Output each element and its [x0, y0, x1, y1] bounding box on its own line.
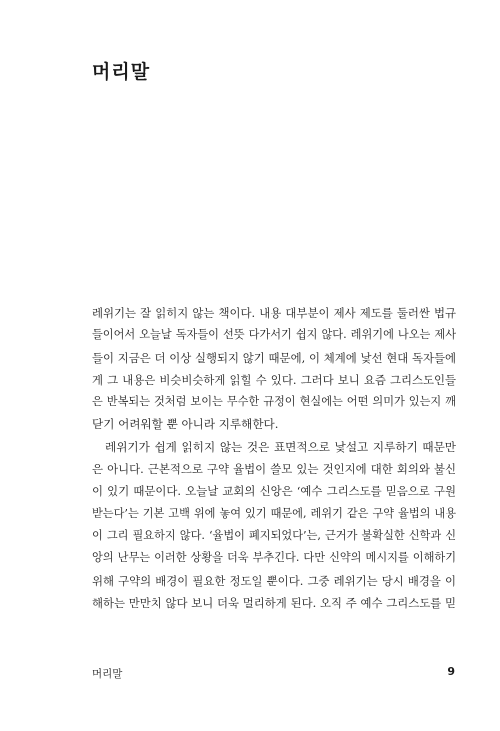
text-line: 은 아니다. 근본적으로 구약 율법이 쓸모 있는 것인지에 대한 회의와 불신 — [92, 462, 456, 477]
text-line: 이 있기 때문이다. 오늘날 교회의 신앙은 ‘예수 그리스도를 믿음으로 구원 — [92, 484, 456, 499]
page-number: 9 — [447, 665, 455, 678]
text-line: 위해 구약의 배경이 필요한 정도일 뿐이다. 그중 레위기는 당시 배경을 이 — [92, 573, 456, 588]
text-line: 해하는 만만치 않다 보니 더욱 멀리하게 된다. 오직 주 예수 그리스도를 믿 — [92, 595, 456, 610]
text-line: 닫기 어려워할 뿐 아니라 지루해한다. — [92, 417, 279, 432]
paragraph-1 — [92, 302, 456, 436]
text-line: 은 반복되는 것처럼 보이는 무수한 규정이 현실에는 어떤 의미가 있는지 깨 — [92, 395, 456, 409]
text-line: 게 그 내용은 비슷비슷하게 읽힐 수 있다. 그러다 보니 요즘 그리스도인들 — [92, 372, 456, 387]
text-line: 들이 지금은 더 이상 실행되지 않기 때문에, 이 체계에 낯선 현대 독자들에 — [92, 350, 456, 365]
text-line: 들이어서 오늘날 독자들이 선뜻 다가서기 쉽지 않다. 레위기에 나오는 제사 — [92, 328, 456, 342]
text-line: 받는다’는 기본 고백 위에 놓여 있기 때문에, 레위기 같은 구약 율법의 내용 — [92, 506, 456, 520]
text-line: 레위기가 쉽게 읽히지 않는 것은 표면적으로 낯설고 지루하기 때문만 — [105, 439, 456, 454]
paragraph-2 — [92, 436, 456, 614]
running-head: 머리말 — [92, 668, 123, 680]
body-text — [92, 302, 456, 614]
text-line: 이 그리 필요하지 않다. ‘율법이 폐지되었다’는, 근거가 불확실한 신학과 신 — [92, 528, 456, 542]
text-line: 앙의 난무는 이러한 상황을 더욱 부추긴다. 다만 신약의 메시지를 이해하기 — [92, 551, 456, 565]
text-line: 레위기는 잘 읽히지 않는 책이다. 내용 대부분이 제사 제도를 둘러싼 법규 — [92, 306, 456, 320]
chapter-title: 머리말 — [92, 61, 151, 83]
